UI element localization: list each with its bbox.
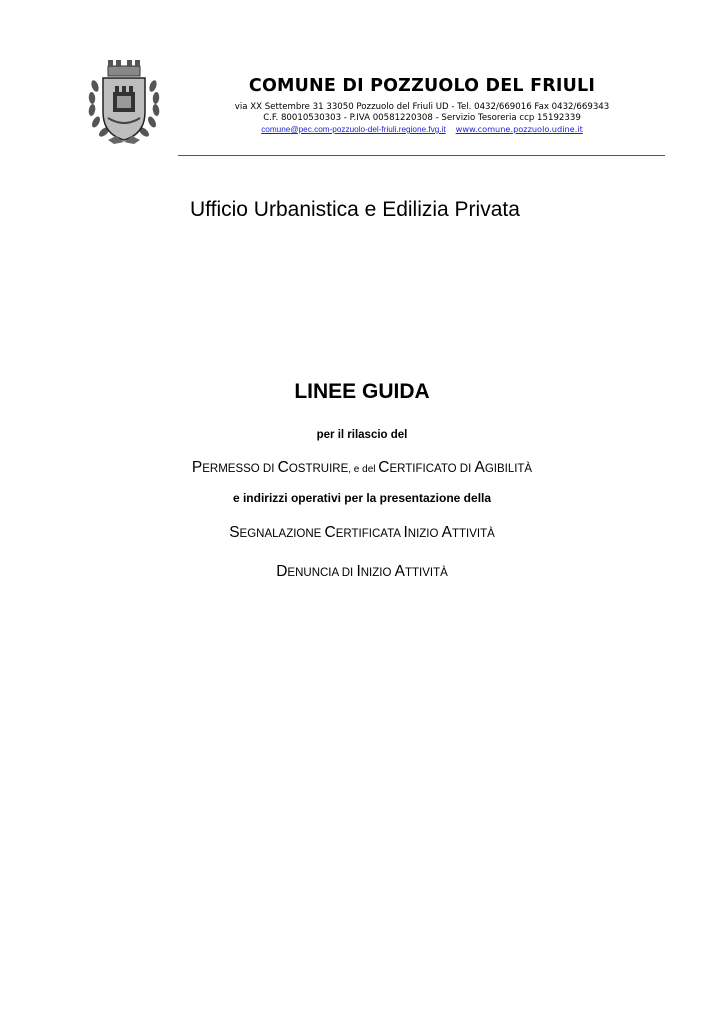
office-name: Ufficio Urbanistica e Edilizia Privata	[190, 198, 520, 221]
certificato-rest: ERTIFICATO	[389, 463, 457, 475]
contact-links	[180, 124, 664, 135]
municipal-crest-icon	[86, 56, 162, 148]
header-divider	[178, 155, 665, 156]
dia-inizio-initial: I	[356, 563, 361, 580]
dia-line	[0, 562, 724, 583]
subtitle-for-issuance: per il rilascio del	[316, 429, 408, 441]
di-word: DI	[259, 463, 278, 475]
dia-attivita-rest: TTIVITÀ	[404, 567, 448, 579]
di-word-2: DI	[456, 463, 475, 475]
segnalazione-rest: EGNALAZIONE	[239, 528, 325, 540]
costruire-rest: OSTRUIRE	[288, 463, 349, 475]
permit-and-certificate-line	[0, 458, 724, 480]
permesso-initial: P	[191, 459, 203, 476]
scia-line	[0, 523, 724, 544]
denuncia-rest: ENUNCIA DI	[287, 567, 357, 579]
dia-attivita-initial: A	[394, 563, 405, 580]
municipality-name: COMUNE DI POZZUOLO DEL FRIULI	[248, 76, 596, 96]
subtitle-operational-guidelines: e indirizzi operativi per la presentazione della	[232, 491, 492, 505]
e-del-words: , e del	[348, 464, 379, 475]
inizio-rest: NIZIO	[407, 528, 442, 540]
attivita-initial: A	[441, 524, 452, 541]
certificato-initial: C	[378, 459, 390, 476]
address-line: via XX Settembre 31 33050 Pozzuolo del Friuli UD - Tel. 0432/669016 Fax 0432/669343	[234, 102, 610, 112]
denuncia-initial: D	[276, 563, 288, 580]
agibilita-initial: A	[474, 459, 485, 476]
permesso-rest: ERMESSO	[202, 463, 260, 475]
certificata-rest: ERTIFICATA	[335, 528, 404, 540]
dia-inizio-rest: NIZIO	[360, 567, 395, 579]
document-title: LINEE GUIDA	[294, 380, 430, 403]
attivita-rest: TTIVITÀ	[452, 528, 495, 540]
inizio-initial: I	[403, 524, 408, 541]
agibilita-rest: GIBILITÀ	[484, 463, 533, 475]
website-link[interactable]: www.comune.pozzuolo.udine.it	[455, 124, 583, 134]
costruire-initial: C	[277, 459, 289, 476]
fiscal-info-line: C.F. 80010530303 - P.IVA 00581220308 - Servizio Tesoreria ccp 15192339	[263, 113, 581, 123]
segnalazione-initial: S	[229, 524, 240, 541]
pec-email-link[interactable]: comune@pec.com-pozzuolo-del-friuli.regione.fvg.it	[261, 125, 446, 134]
certificata-initial: C	[324, 524, 336, 541]
